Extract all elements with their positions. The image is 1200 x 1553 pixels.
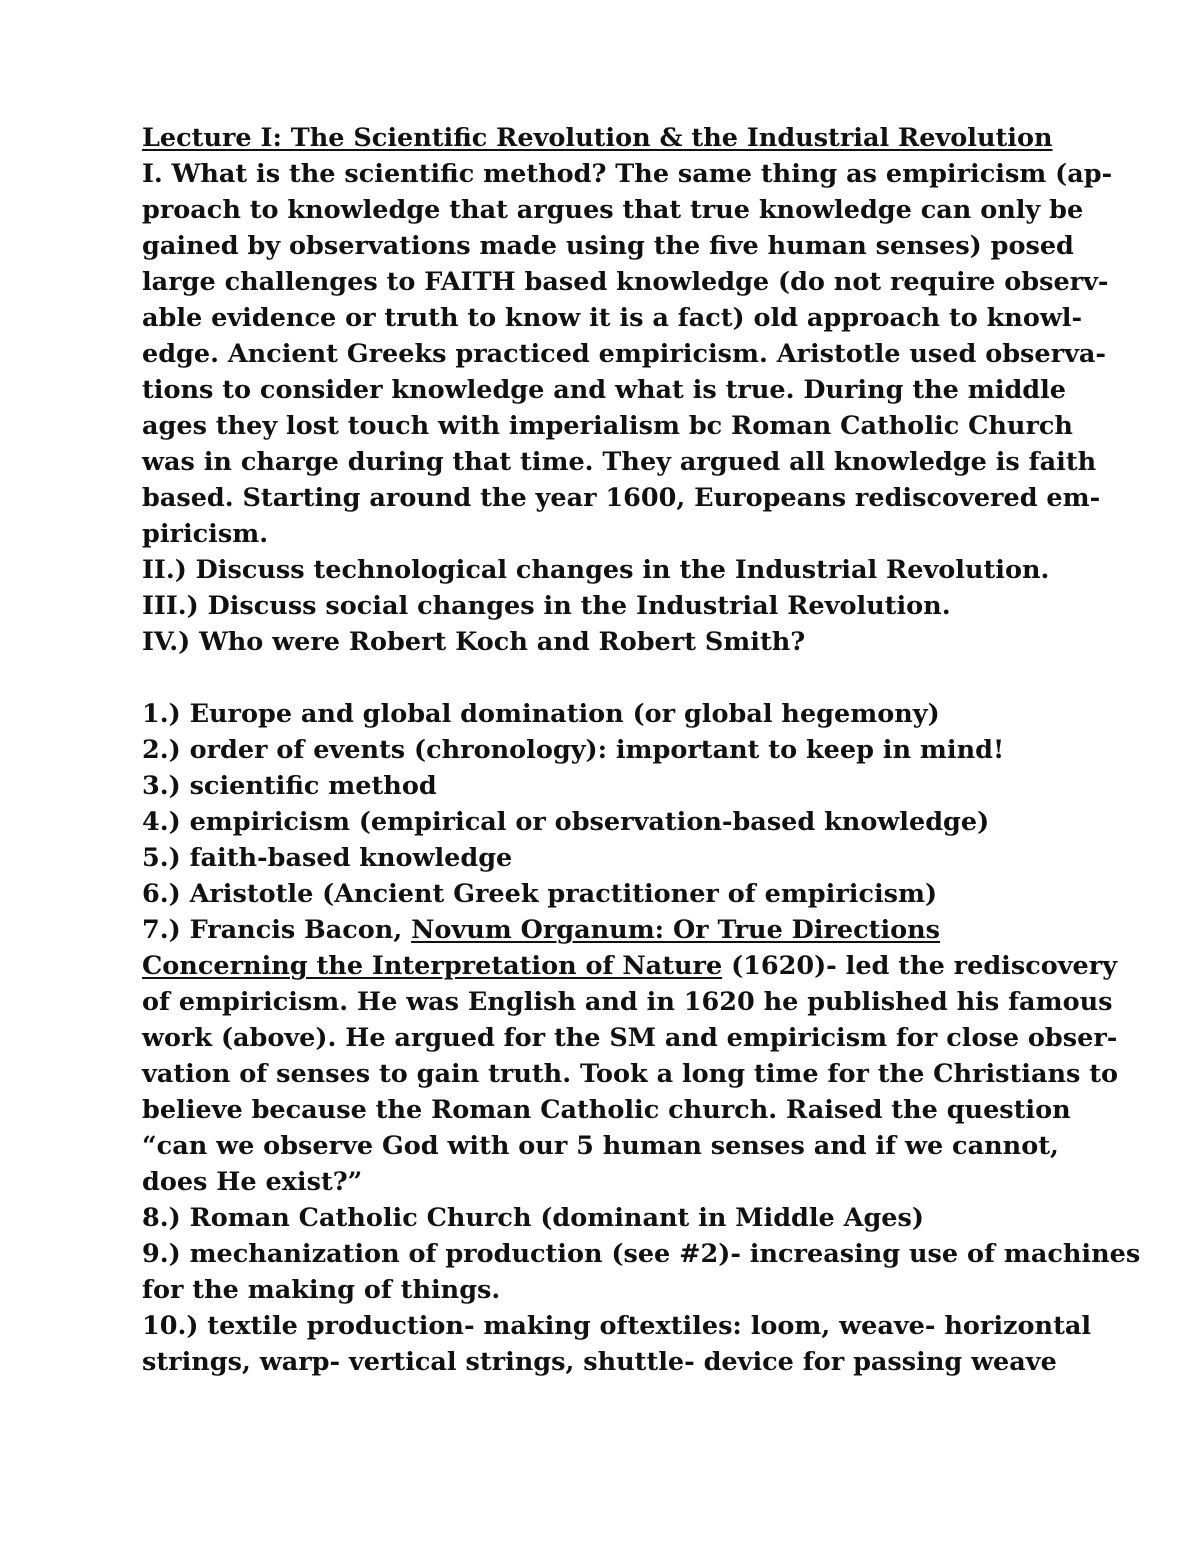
intro-line: based. Starting around the year 1600, Europeans rediscovered em-: [142, 483, 1101, 513]
blank-line: [142, 660, 1062, 696]
body-line: strings, warp- vertical strings, shuttle- device for passing weave: [142, 1347, 1057, 1377]
term-item: 8.) Roman Catholic Church (dominant in Middle Ages): [142, 1203, 924, 1233]
body-line: “can we observe God with our 5 human senses and if we cannot,: [142, 1131, 1059, 1161]
book-title: Novum Organum: Or True Directions: [411, 915, 941, 945]
term-item: 10.) textile production- making oftextiles: loom, weave- horizontal: [142, 1311, 1092, 1341]
body-line: work (above). He argued for the SM and empiricism for close obser-: [142, 1023, 1118, 1053]
intro-line: ages they lost touch with imperialism bc Roman Catholic Church: [142, 411, 1073, 441]
term-item: 3.) scientific method: [142, 771, 437, 801]
question-iii: III.) Discuss social changes in the Industrial Revolution.: [142, 591, 951, 621]
intro-line: large challenges to FAITH based knowledge (do not require observ-: [142, 267, 1109, 297]
bacon-suffix: (1620)- led the rediscovery: [722, 951, 1118, 981]
term-item: 2.) order of events (chronology): important to keep in mind!: [142, 735, 1005, 765]
intro-line: piricism.: [142, 519, 269, 549]
body-line: of empiricism. He was English and in 1620 he published his famous: [142, 987, 1113, 1017]
question-iv: IV.) Who were Robert Koch and Robert Smith?: [142, 627, 806, 657]
term-item: 4.) empiricism (empirical or observation-based knowledge): [142, 807, 990, 837]
body-line: believe because the Roman Catholic church. Raised the question: [142, 1095, 1071, 1125]
term-item: 5.) faith-based knowledge: [142, 843, 513, 873]
term-item-bacon: [142, 912, 1062, 948]
body-line: does He exist?”: [142, 1167, 363, 1197]
document-page: [142, 120, 1141, 1380]
intro-line: I. What is the scientific method? The same thing as empiricism (ap-: [142, 159, 1113, 189]
intro-line: gained by observations made using the five human senses) posed: [142, 231, 1074, 261]
intro-line: edge. Ancient Greeks practiced empiricism. Aristotle used observa-: [142, 339, 1106, 369]
question-ii: II.) Discuss technological changes in the Industrial Revolution.: [142, 555, 1050, 585]
lecture-title: Lecture I: The Scientific Revolution & the Industrial Revolution: [142, 123, 1053, 153]
term-item-bacon-cont: [142, 948, 1118, 984]
intro-line: proach to knowledge that argues that true knowledge can only be: [142, 195, 1084, 225]
body-line: for the making of things.: [142, 1275, 501, 1305]
intro-line: was in charge during that time. They argued all knowledge is faith: [142, 447, 1097, 477]
intro-line: able evidence or truth to know it is a fact) old approach to knowl-: [142, 303, 1083, 333]
body-line: vation of senses to gain truth. Took a long time for the Christians to: [142, 1059, 1119, 1089]
book-title: Concerning the Interpretation of Nature: [142, 951, 723, 981]
bacon-prefix: 7.) Francis Bacon,: [142, 915, 412, 945]
term-item: 9.) mechanization of production (see #2)- increasing use of machines: [142, 1239, 1141, 1269]
term-item: 1.) Europe and global domination (or global hegemony): [142, 699, 940, 729]
intro-line: tions to consider knowledge and what is true. During the middle: [142, 375, 1067, 405]
term-item: 6.) Aristotle (Ancient Greek practitioner of empiricism): [142, 879, 938, 909]
